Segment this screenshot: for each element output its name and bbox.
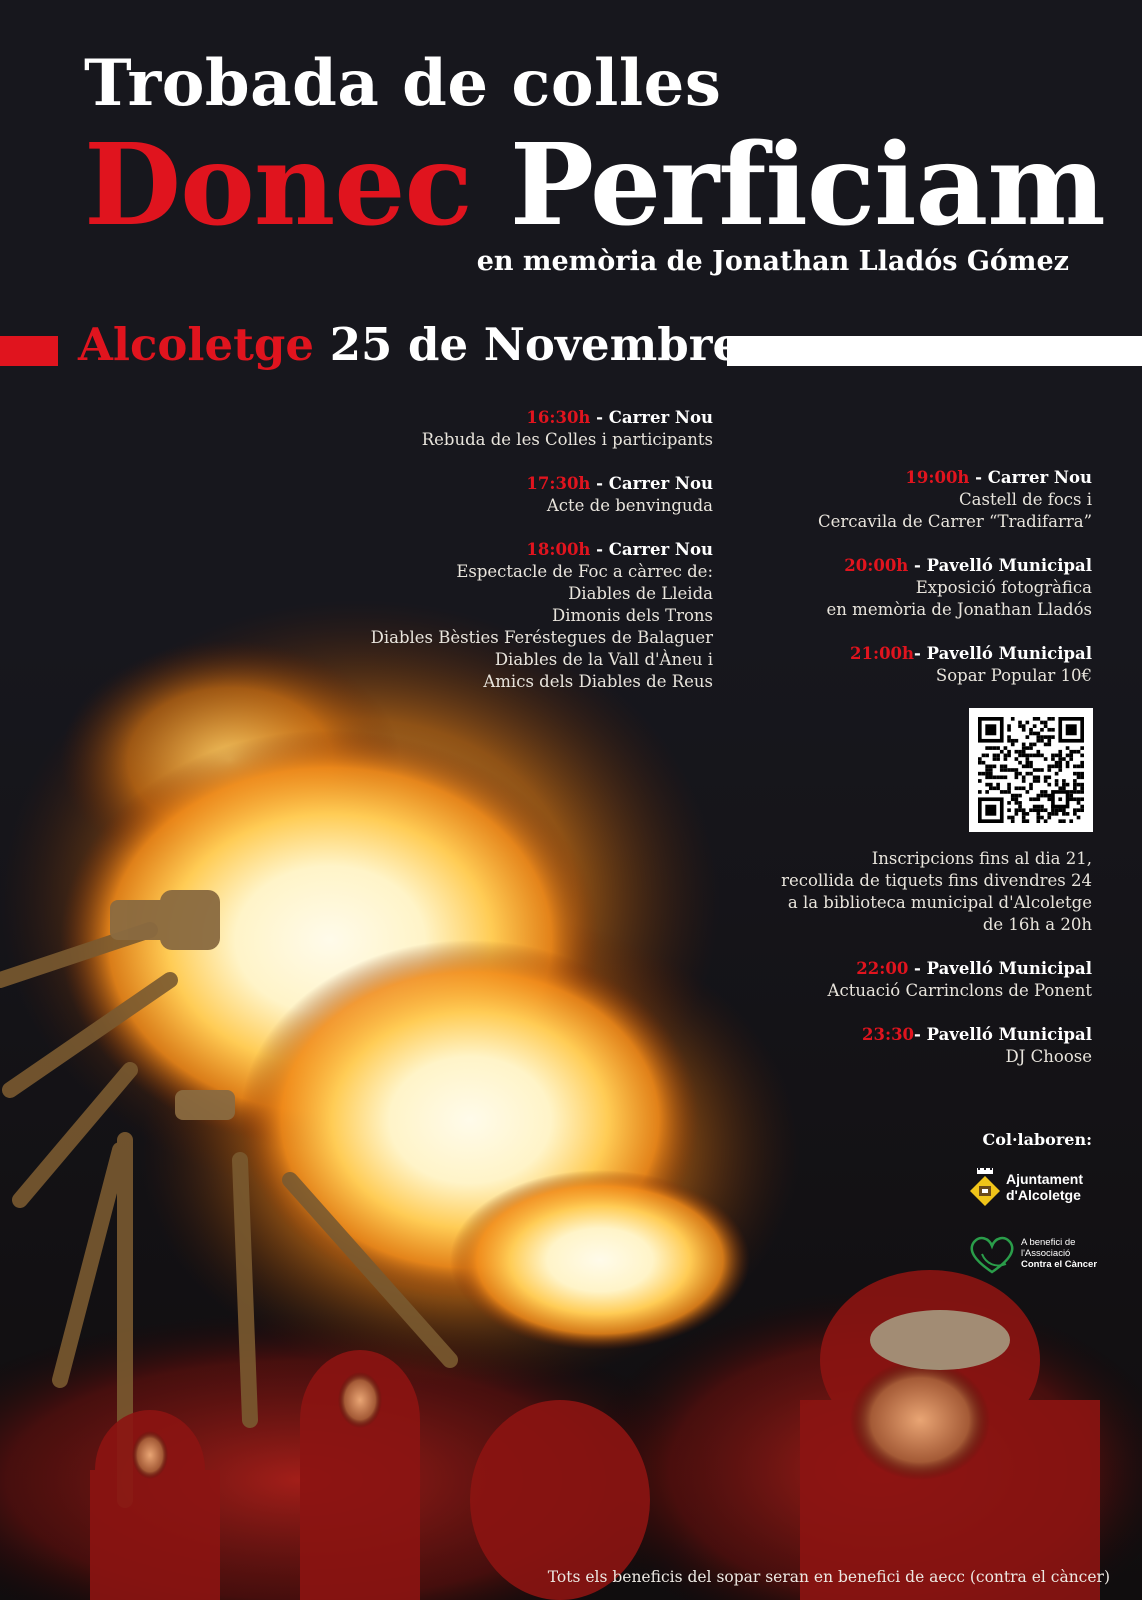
event-time: 19:00h (905, 468, 970, 487)
event-description: Espectacle de Foc a càrrec de: (456, 562, 713, 581)
schedule-event (253, 407, 713, 451)
collaborators-heading: Col·laboren: (982, 1130, 1092, 1149)
event-place: - Carrer Nou (590, 474, 713, 493)
event-place: - Carrer Nou (590, 408, 713, 427)
inscription-line: Inscripcions fins al dia 21, (871, 849, 1092, 868)
event-place: - Pavelló Municipal (908, 959, 1092, 978)
schedule-event (672, 1024, 1092, 1068)
event-time: 18:00h (526, 540, 591, 559)
event-description: Actuació Carrinclons de Ponent (827, 981, 1092, 1000)
event-description: Rebuda de les Colles i participants (421, 430, 713, 449)
event-description: Exposició fotogràfica (915, 578, 1092, 597)
performer-name: Diables de la Vall d'Àneu i (494, 650, 713, 669)
aecc-logo (966, 1234, 1116, 1278)
event-heading (672, 555, 1092, 577)
event-heading (672, 643, 1092, 665)
event-title-small: Trobada de colles (84, 46, 722, 121)
event-place: - Carrer Nou (590, 540, 713, 559)
event-heading (253, 407, 713, 429)
white-accent-bar (727, 336, 1142, 366)
performer-name: Amics dels Diables de Reus (483, 672, 713, 691)
program-left-column (253, 407, 713, 715)
event-time: 20:00h (844, 556, 909, 575)
schedule-event (253, 473, 713, 517)
event-time: 22:00 (856, 959, 909, 978)
performer-name: Dimonis dels Trons (552, 606, 713, 625)
event-description: DJ Choose (1005, 1047, 1092, 1066)
inscription-line: de 16h a 20h (982, 915, 1092, 934)
event-heading (672, 958, 1092, 980)
ajuntament-line: Ajuntament (1006, 1171, 1083, 1187)
ajuntament-name (1006, 1171, 1083, 1203)
schedule-event (672, 555, 1092, 621)
schedule-event (672, 643, 1092, 687)
aecc-line: l'Associació (1021, 1248, 1071, 1259)
event-description: Sopar Popular 10€ (935, 666, 1092, 685)
inscription-line: recollida de tiquets fins divendres 24 (781, 871, 1092, 890)
event-description: Acte de benvinguda (546, 496, 713, 515)
program-right-column-late (672, 958, 1092, 1090)
qr-code[interactable] (969, 708, 1093, 832)
benefit-footnote: Tots els beneficis del sopar seran en benefici de aecc (contra el càncer) (547, 1568, 1110, 1586)
ajuntament-line: d'Alcoletge (1006, 1187, 1081, 1203)
inscription-line: a la biblioteca municipal d'Alcoletge (787, 893, 1092, 912)
event-place: - Pavelló Municipal (914, 644, 1092, 663)
aecc-line: Contra el Càncer (1021, 1259, 1098, 1270)
event-time: 23:30 (862, 1025, 915, 1044)
event-time: 16:30h (526, 408, 591, 427)
event-heading (672, 1024, 1092, 1046)
title-word-white: Perficiam (509, 120, 1105, 251)
schedule-event (253, 539, 713, 693)
performer-name: Diables de Lleida (568, 584, 713, 603)
title-word-red: Donec (84, 120, 472, 251)
event-time: 21:00h (850, 644, 915, 663)
ajuntament-crest-icon (968, 1167, 1002, 1211)
event-place: - Pavelló Municipal (908, 556, 1092, 575)
event-place: - Pavelló Municipal (914, 1025, 1092, 1044)
event-description: en memòria de Jonathan Lladós (826, 600, 1092, 619)
ajuntament-logo (968, 1167, 1108, 1211)
event-description: Castell de focs i (959, 490, 1092, 509)
inscriptions-info (781, 848, 1092, 936)
program-right-column (672, 467, 1092, 709)
schedule-event (672, 467, 1092, 533)
event-heading (253, 473, 713, 495)
event-time: 17:30h (526, 474, 591, 493)
event-heading (253, 539, 713, 561)
event-title-big (84, 120, 1105, 251)
qr-code-pattern (978, 717, 1084, 823)
memorial-subtitle: en memòria de Jonathan Lladós Gómez (476, 246, 1069, 277)
red-accent-bar (0, 336, 58, 366)
schedule-event (672, 958, 1092, 1002)
aecc-name (1021, 1237, 1097, 1270)
aecc-heart-icon (966, 1234, 1018, 1276)
performer-name: Diables Bèsties Feréstegues de Balaguer (370, 628, 713, 647)
event-place: - Carrer Nou (969, 468, 1092, 487)
event-description: Cercavila de Carrer “Tradifarra” (817, 512, 1092, 531)
aecc-line: A benefici de (1021, 1237, 1076, 1248)
event-heading (672, 467, 1092, 489)
event-date: 25 de Novembre (329, 318, 742, 371)
place-name: Alcoletge (78, 318, 315, 371)
place-date-line (78, 318, 741, 372)
